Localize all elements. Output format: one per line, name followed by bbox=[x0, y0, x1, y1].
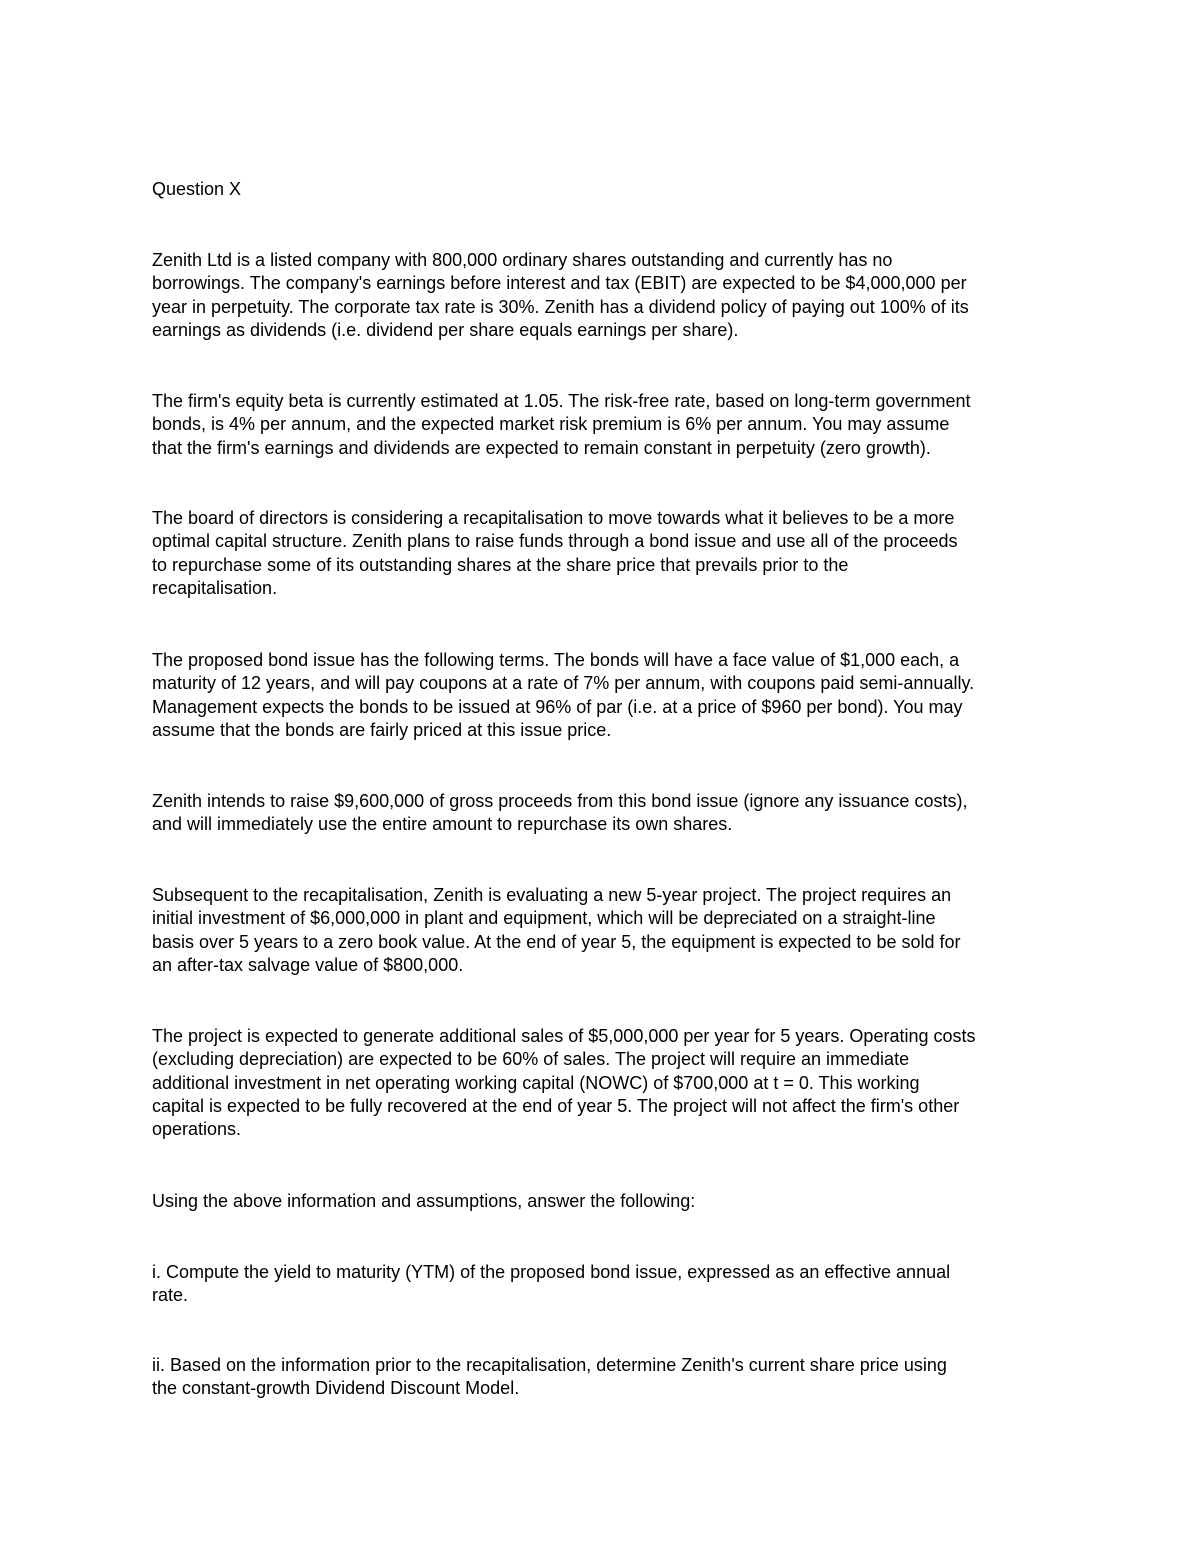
paragraph-new-project bbox=[152, 884, 1057, 977]
text-line: capital is expected to be fully recovered at the end of year 5. The project will not affect the firm's other bbox=[152, 1095, 960, 1116]
text-line: recapitalisation. bbox=[152, 577, 278, 598]
text-line: i. Compute the yield to maturity (YTM) of the proposed bond issue, expressed as an effective annual bbox=[152, 1262, 951, 1282]
text-line: an after-tax salvage value of $800,000. bbox=[152, 954, 464, 975]
question-part-ii bbox=[152, 1354, 1057, 1401]
text-line: borrowings. The company's earnings before interest and tax (EBIT) are expected to be $4,000,000 per bbox=[152, 273, 967, 294]
text-line: initial investment of $6,000,000 in plant and equipment, which will be depreciated on a straight-line bbox=[152, 908, 936, 929]
question-heading: Question X bbox=[152, 179, 242, 199]
text-line: Zenith Ltd is a listed company with 800,000 ordinary shares outstanding and currently has no bbox=[152, 250, 893, 270]
text-line: bonds, is 4% per annum, and the expected market risk premium is 6% per annum. You may assume bbox=[152, 414, 950, 435]
paragraph-proceeds bbox=[152, 790, 1057, 837]
text-line: to repurchase some of its outstanding shares at the share price that prevails prior to the bbox=[152, 554, 849, 575]
text-line: Using the above information and assumptions, answer the following: bbox=[152, 1191, 696, 1211]
text-line: basis over 5 years to a zero book value. At the end of year 5, the equipment is expected to be sold for bbox=[152, 931, 961, 952]
text-line: (excluding depreciation) are expected to be 60% of sales. The project will require an immediate bbox=[152, 1049, 910, 1070]
text-line: year in perpetuity. The corporate tax rate is 30%. Zenith has a dividend policy of paying out 100% of its bbox=[152, 296, 969, 317]
text-line: that the firm's earnings and dividends are expected to remain constant in perpetuity (zero growth). bbox=[152, 437, 931, 458]
text-line: Zenith intends to raise $9,600,000 of gross proceeds from this bond issue (ignore any issuance costs), bbox=[152, 791, 968, 811]
paragraph-recapitalisation bbox=[152, 507, 1057, 600]
paragraph-bond-terms bbox=[152, 649, 1057, 742]
text-line: Subsequent to the recapitalisation, Zenith is evaluating a new 5-year project. The project requires an bbox=[152, 885, 952, 905]
text-line: ii. Based on the information prior to the recapitalisation, determine Zenith's current share price using bbox=[152, 1355, 947, 1375]
text-line: the constant-growth Dividend Discount Model. bbox=[152, 1378, 520, 1399]
text-line: optimal capital structure. Zenith plans to raise funds through a bond issue and use all of the proceeds bbox=[152, 531, 958, 552]
text-line: The proposed bond issue has the following terms. The bonds will have a face value of $1,000 each, a bbox=[152, 650, 960, 670]
paragraph-instructions bbox=[152, 1190, 1057, 1213]
paragraph-equity-beta bbox=[152, 390, 1057, 460]
text-line: rate. bbox=[152, 1285, 189, 1306]
paragraph-project-cashflows bbox=[152, 1025, 1057, 1141]
text-line: earnings as dividends (i.e. dividend per share equals earnings per share). bbox=[152, 319, 739, 340]
text-line: and will immediately use the entire amount to repurchase its own shares. bbox=[152, 814, 733, 835]
text-line: assume that the bonds are fairly priced at this issue price. bbox=[152, 719, 612, 740]
text-line: The project is expected to generate additional sales of $5,000,000 per year for 5 years. Operating costs bbox=[152, 1026, 976, 1046]
text-line: The board of directors is considering a recapitalisation to move towards what it believes to be a more bbox=[152, 508, 955, 528]
text-line: Management expects the bonds to be issued at 96% of par (i.e. at a price of $960 per bond). You may bbox=[152, 696, 963, 717]
text-line: The firm's equity beta is currently estimated at 1.05. The risk-free rate, based on long-term government bbox=[152, 391, 971, 411]
text-line: additional investment in net operating working capital (NOWC) of $700,000 at t = 0. This working bbox=[152, 1072, 920, 1093]
paragraph-company-overview bbox=[152, 249, 1057, 342]
question-part-i bbox=[152, 1261, 1057, 1308]
text-line: operations. bbox=[152, 1119, 242, 1140]
text-line: maturity of 12 years, and will pay coupons at a rate of 7% per annum, with coupons paid semi-annually. bbox=[152, 673, 975, 694]
